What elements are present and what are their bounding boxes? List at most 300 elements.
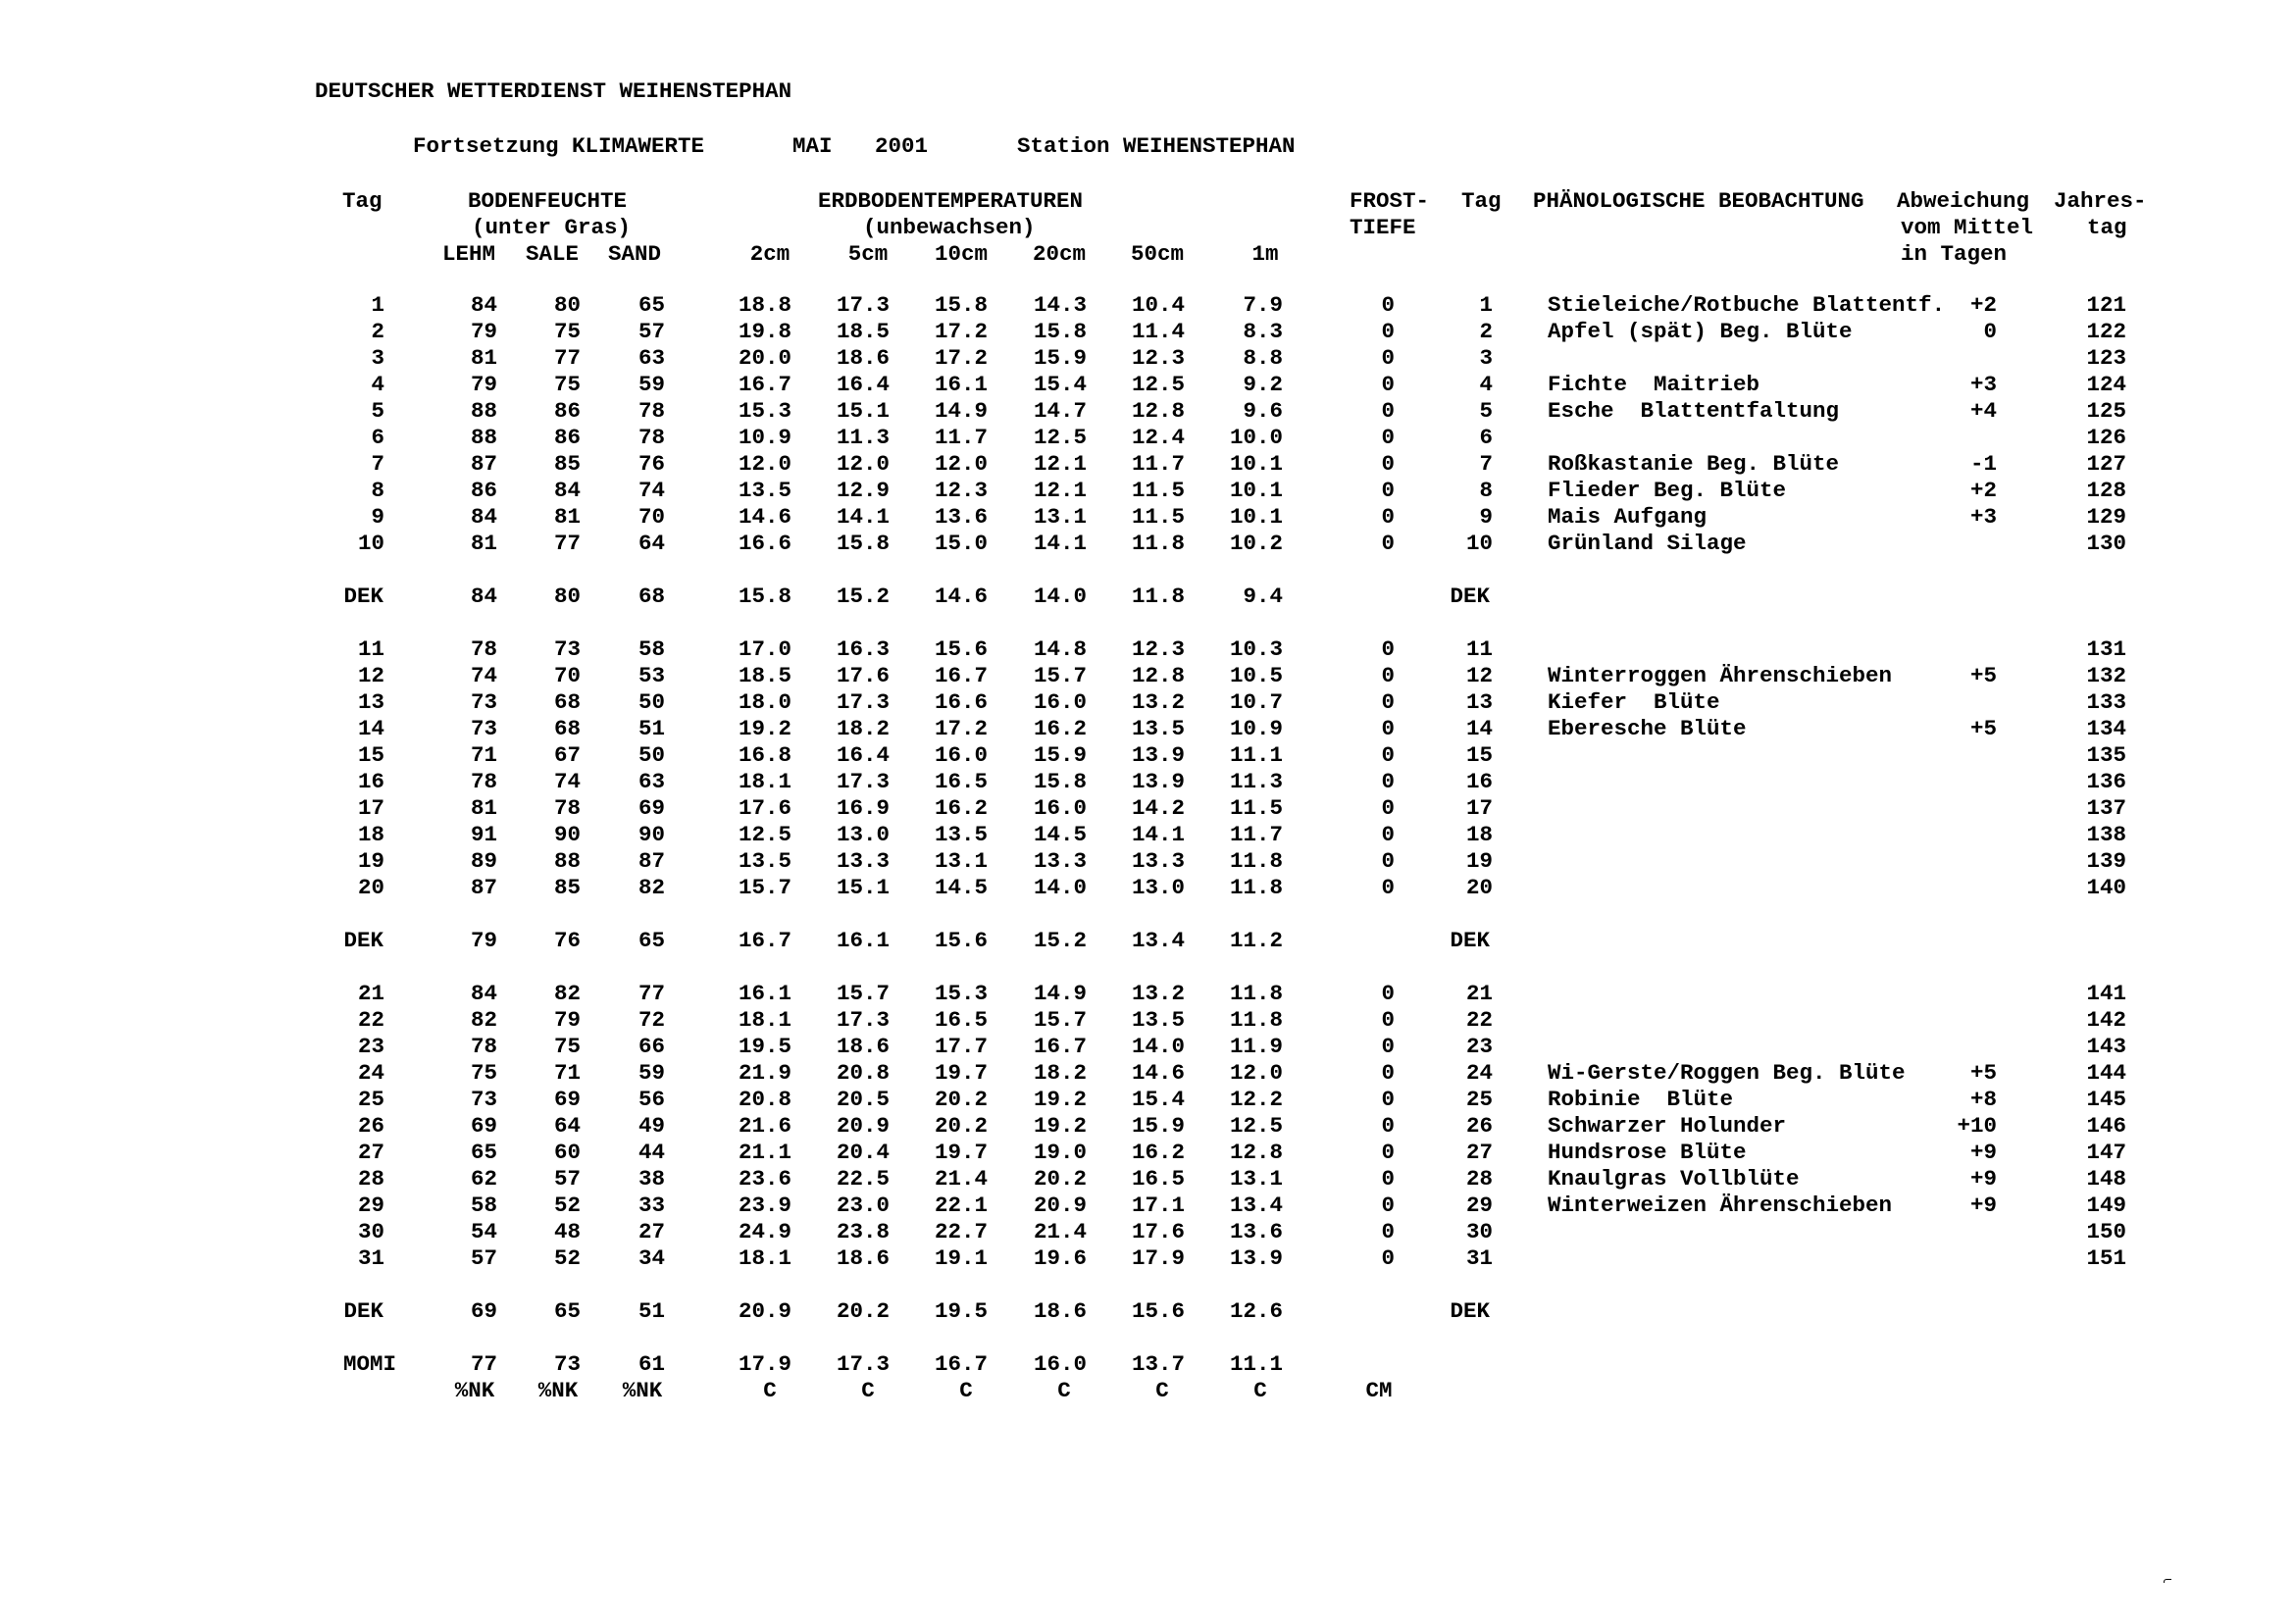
cell-frost: 0 [1381,1245,1395,1271]
cell-t1m: 11.3 [1229,769,1283,794]
cell-day-of-year: 134 [2086,716,2126,741]
cell-day: 20 [357,875,384,900]
summary-t1m: 12.6 [1229,1298,1283,1324]
cell-sale: 52 [553,1245,581,1271]
header-unter-gras: (unter Gras) [472,215,632,240]
cell-t2: 20.8 [738,1087,791,1112]
cell-t1m: 10.9 [1229,716,1283,741]
cell-lehm: 79 [470,372,497,397]
cell-t5: 11.3 [836,425,890,450]
cell-day: 9 [371,504,384,530]
cell-frost: 0 [1381,345,1395,371]
cell-t10: 19.1 [934,1245,988,1271]
cell-day-of-year: 136 [2086,769,2126,794]
unit-sale: %NK [537,1378,579,1403]
summary-sand: 68 [637,584,665,609]
cell-frost: 0 [1381,795,1395,821]
cell-tag: 24 [1465,1060,1493,1086]
cell-day-of-year: 151 [2086,1245,2126,1271]
cell-t20: 14.9 [1033,981,1087,1006]
cell-t50: 17.1 [1131,1193,1185,1218]
cell-tag: 12 [1465,663,1493,688]
cell-day-of-year: 139 [2086,848,2126,874]
cell-sale: 75 [553,372,581,397]
cell-deviation: +9 [1969,1166,1997,1192]
cell-t20: 19.0 [1033,1140,1087,1165]
summary-t50: 13.4 [1131,928,1185,953]
cell-t1m: 11.8 [1229,1007,1283,1033]
cell-sand: 64 [637,531,665,556]
cell-day: 23 [357,1034,384,1059]
summary-lehm: 69 [470,1298,497,1324]
cell-tag: 23 [1465,1034,1493,1059]
cell-frost: 0 [1381,504,1395,530]
cell-frost: 0 [1381,848,1395,874]
cell-lehm: 78 [470,636,497,662]
cell-t10: 16.5 [934,1007,988,1033]
cell-t20: 16.2 [1033,716,1087,741]
cell-t1m: 11.8 [1229,875,1283,900]
cell-frost: 0 [1381,531,1395,556]
cell-t1m: 10.1 [1229,504,1283,530]
cell-observation: Roßkastanie Beg. Blüte [1548,451,1840,477]
header-erdbodentemperaturen: ERDBODENTEMPERATUREN [818,188,1084,214]
unit-lehm: %NK [454,1378,495,1403]
cell-observation: Winterweizen Ährenschieben [1548,1193,1893,1218]
cell-t5: 13.0 [836,822,890,847]
summary-sand: 65 [637,928,665,953]
cell-lehm: 75 [470,1060,497,1086]
cell-t5: 17.3 [836,292,890,318]
unit-t1m: C [1253,1378,1267,1403]
cell-sand: 78 [637,425,665,450]
cell-t10: 16.0 [934,742,988,768]
cell-sale: 68 [553,689,581,715]
cell-t50: 13.5 [1131,1007,1185,1033]
cell-tag: 17 [1465,795,1493,821]
cell-t1m: 11.9 [1229,1034,1283,1059]
cell-t1m: 10.2 [1229,531,1283,556]
cell-sale: 64 [553,1113,581,1139]
cell-t50: 14.1 [1131,822,1185,847]
cell-t2: 19.8 [738,319,791,344]
cell-t20: 15.9 [1033,742,1087,768]
cell-day: 4 [371,372,384,397]
cell-t1m: 13.6 [1229,1219,1283,1244]
cell-day: 25 [357,1087,384,1112]
cell-t20: 20.9 [1033,1193,1087,1218]
cell-t5: 15.7 [836,981,890,1006]
cell-day: 2 [371,319,384,344]
header-frost: FROST- [1350,188,1430,214]
cell-sand: 65 [637,292,665,318]
cell-frost: 0 [1381,822,1395,847]
cell-lehm: 78 [470,1034,497,1059]
unit-t20: C [1057,1378,1071,1403]
cell-lehm: 82 [470,1007,497,1033]
cell-t2: 13.5 [738,848,791,874]
cell-t10: 15.8 [934,292,988,318]
cell-t5: 16.9 [836,795,890,821]
cell-t20: 16.0 [1033,689,1087,715]
cell-sand: 70 [637,504,665,530]
cell-observation: Fichte Maitrieb [1548,372,1760,397]
cell-t20: 20.2 [1033,1166,1087,1192]
cell-day: 10 [357,531,384,556]
cell-sand: 63 [637,769,665,794]
cell-t50: 10.4 [1131,292,1185,318]
cell-observation: Kiefer Blüte [1548,689,1720,715]
cell-t2: 24.9 [738,1219,791,1244]
cell-t2: 19.2 [738,716,791,741]
cell-t1m: 13.9 [1229,1245,1283,1271]
cell-lehm: 81 [470,795,497,821]
cell-t10: 16.7 [934,663,988,688]
cell-day: 7 [371,451,384,477]
cell-t50: 13.3 [1131,848,1185,874]
cell-t5: 15.1 [836,398,890,424]
cell-t10: 13.5 [934,822,988,847]
cell-sand: 78 [637,398,665,424]
cell-day-of-year: 145 [2086,1087,2126,1112]
cell-lehm: 89 [470,848,497,874]
cell-t10: 15.0 [934,531,988,556]
cell-t10: 13.1 [934,848,988,874]
cell-t50: 11.4 [1131,319,1185,344]
cell-t1m: 13.4 [1229,1193,1283,1218]
cell-sale: 85 [553,451,581,477]
cell-t2: 16.6 [738,531,791,556]
cell-t50: 15.4 [1131,1087,1185,1112]
cell-tag: 4 [1479,372,1493,397]
cell-sand: 27 [637,1219,665,1244]
cell-t20: 16.0 [1033,795,1087,821]
cell-t5: 12.0 [836,451,890,477]
cell-lehm: 78 [470,769,497,794]
cell-sale: 73 [553,636,581,662]
cell-observation: Mais Aufgang [1548,504,1708,530]
cell-t5: 20.9 [836,1113,890,1139]
cell-day-of-year: 125 [2086,398,2126,424]
cell-day-of-year: 133 [2086,689,2126,715]
cell-lehm: 88 [470,398,497,424]
cell-sand: 50 [637,689,665,715]
cell-sale: 82 [553,981,581,1006]
report-month: MAI [792,133,833,159]
cell-sand: 87 [637,848,665,874]
cell-day-of-year: 138 [2086,822,2126,847]
header-phaenologische-beobachtung: PHÄNOLOGISCHE BEOBACHTUNG [1533,188,1864,214]
cell-t10: 15.6 [934,636,988,662]
cell-t5: 23.8 [836,1219,890,1244]
cell-deviation: +8 [1969,1087,1997,1112]
summary-label: DEK [343,584,383,609]
cell-t10: 19.7 [934,1060,988,1086]
cell-t1m: 12.2 [1229,1087,1283,1112]
summary-t5: 16.1 [836,928,890,953]
unit-t10: C [959,1378,973,1403]
cell-t1m: 12.8 [1229,1140,1283,1165]
cell-sale: 86 [553,425,581,450]
cell-t50: 16.2 [1131,1140,1185,1165]
summary-sand: 51 [637,1298,665,1324]
cell-t10: 14.5 [934,875,988,900]
cell-sale: 75 [553,319,581,344]
cell-t10: 16.1 [934,372,988,397]
cell-t2: 16.8 [738,742,791,768]
cell-frost: 0 [1381,875,1395,900]
cell-t10: 20.2 [934,1087,988,1112]
cell-sand: 74 [637,478,665,503]
cell-observation: Eberesche Blüte [1548,716,1747,741]
cell-day: 11 [357,636,384,662]
cell-frost: 0 [1381,1087,1395,1112]
cell-lehm: 73 [470,1087,497,1112]
cell-day: 5 [371,398,384,424]
cell-sale: 90 [553,822,581,847]
cell-lehm: 62 [470,1166,497,1192]
summary-t20: 14.0 [1033,584,1087,609]
col-header-lehm: LEHM [441,241,495,267]
cell-t50: 17.9 [1131,1245,1185,1271]
cell-t20: 16.7 [1033,1034,1087,1059]
cell-t10: 15.3 [934,981,988,1006]
cell-tag: 28 [1465,1166,1493,1192]
cell-frost: 0 [1381,1034,1395,1059]
cell-tag: 18 [1465,822,1493,847]
cell-t50: 12.5 [1131,372,1185,397]
cell-tag: 20 [1465,875,1493,900]
summary-label: DEK [343,928,383,953]
cell-tag: 21 [1465,981,1493,1006]
momi-t50: 13.7 [1131,1351,1185,1377]
momi-lehm: 77 [470,1351,497,1377]
cell-lehm: 73 [470,689,497,715]
cell-observation: Flieder Beg. Blüte [1548,478,1787,503]
cell-t1m: 9.6 [1243,398,1283,424]
cell-day: 18 [357,822,384,847]
cell-lehm: 57 [470,1245,497,1271]
cell-observation: Schwarzer Holunder [1548,1113,1787,1139]
cell-tag: 9 [1479,504,1493,530]
momi-t20: 16.0 [1033,1351,1087,1377]
header-tag: Tag [342,188,382,214]
cell-t20: 14.0 [1033,875,1087,900]
cell-lehm: 86 [470,478,497,503]
cell-tag: 5 [1479,398,1493,424]
cell-t1m: 10.3 [1229,636,1283,662]
cell-day: 1 [371,292,384,318]
cell-t1m: 10.1 [1229,478,1283,503]
cell-observation: Apfel (spät) Beg. Blüte [1548,319,1853,344]
report-subtitle: Fortsetzung KLIMAWERTE [413,133,705,159]
cell-day-of-year: 127 [2086,451,2126,477]
cell-t20: 15.7 [1033,1007,1087,1033]
cell-t5: 18.6 [836,1034,890,1059]
header-jahrestag: Jahres- [2054,188,2147,214]
cell-sand: 59 [637,372,665,397]
cell-sand: 76 [637,451,665,477]
cell-t50: 13.2 [1131,981,1185,1006]
cell-day-of-year: 143 [2086,1034,2126,1059]
cell-t2: 18.1 [738,769,791,794]
cell-day: 21 [357,981,384,1006]
cell-lehm: 87 [470,451,497,477]
cell-tag: 29 [1465,1193,1493,1218]
cell-t50: 12.3 [1131,636,1185,662]
unit-sand: %NK [622,1378,663,1403]
cell-day-of-year: 131 [2086,636,2126,662]
unit-t2: C [763,1378,777,1403]
cell-t20: 12.5 [1033,425,1087,450]
cell-frost: 0 [1381,1219,1395,1244]
cell-t2: 18.5 [738,663,791,688]
cell-t20: 14.7 [1033,398,1087,424]
col-header-2cm: 2cm [749,241,790,267]
cell-t10: 12.3 [934,478,988,503]
cell-t10: 16.5 [934,769,988,794]
cell-observation: Winterroggen Ährenschieben [1548,663,1893,688]
col-header-10cm: 10cm [934,241,988,267]
cell-t2: 17.6 [738,795,791,821]
cell-day: 12 [357,663,384,688]
header-tag-2: Tag [1461,188,1502,214]
cell-deviation: -1 [1969,451,1997,477]
page-corner-mark [2164,1579,2171,1583]
cell-lehm: 81 [470,531,497,556]
cell-sand: 34 [637,1245,665,1271]
cell-day: 13 [357,689,384,715]
cell-lehm: 88 [470,425,497,450]
cell-t2: 19.5 [738,1034,791,1059]
cell-t1m: 7.9 [1243,292,1283,318]
cell-frost: 0 [1381,1166,1395,1192]
cell-day: 30 [357,1219,384,1244]
cell-t5: 18.6 [836,345,890,371]
summary-t20: 18.6 [1033,1298,1087,1324]
header-unbewachsen: (unbewachsen) [863,215,1036,240]
summary-tag-label: DEK [1450,1298,1490,1324]
cell-deviation: 0 [1983,319,1997,344]
summary-t10: 14.6 [934,584,988,609]
cell-t10: 17.2 [934,345,988,371]
cell-t20: 15.4 [1033,372,1087,397]
cell-tag: 31 [1465,1245,1493,1271]
cell-t20: 14.1 [1033,531,1087,556]
cell-deviation: +2 [1969,292,1997,318]
summary-t1m: 11.2 [1229,928,1283,953]
cell-t5: 15.8 [836,531,890,556]
momi-label: MOMI [342,1351,396,1377]
cell-day-of-year: 149 [2086,1193,2126,1218]
cell-t10: 22.7 [934,1219,988,1244]
cell-t1m: 10.0 [1229,425,1283,450]
cell-t1m: 11.1 [1229,742,1283,768]
cell-lehm: 74 [470,663,497,688]
cell-tag: 15 [1465,742,1493,768]
col-header-sale: SALE [525,241,579,267]
cell-sale: 68 [553,716,581,741]
cell-t10: 17.7 [934,1034,988,1059]
cell-t10: 17.2 [934,319,988,344]
unit-frost: CM [1365,1378,1393,1403]
cell-lehm: 79 [470,319,497,344]
cell-t5: 22.5 [836,1166,890,1192]
cell-sand: 53 [637,663,665,688]
cell-observation: Esche Blattentfaltung [1548,398,1840,424]
cell-t50: 14.6 [1131,1060,1185,1086]
cell-t2: 12.5 [738,822,791,847]
cell-deviation: +5 [1969,716,1997,741]
cell-sand: 58 [637,636,665,662]
cell-tag: 13 [1465,689,1493,715]
cell-sale: 70 [553,663,581,688]
cell-frost: 0 [1381,981,1395,1006]
cell-t50: 13.2 [1131,689,1185,715]
cell-sale: 75 [553,1034,581,1059]
cell-sand: 59 [637,1060,665,1086]
cell-deviation: +3 [1969,372,1997,397]
summary-sale: 65 [553,1298,581,1324]
cell-t2: 15.7 [738,875,791,900]
momi-t2: 17.9 [738,1351,791,1377]
cell-t50: 14.2 [1131,795,1185,821]
cell-frost: 0 [1381,1193,1395,1218]
cell-t5: 20.4 [836,1140,890,1165]
cell-day-of-year: 141 [2086,981,2126,1006]
header-jahrestag-2: tag [2087,215,2127,240]
cell-lehm: 84 [470,981,497,1006]
cell-t10: 20.2 [934,1113,988,1139]
cell-frost: 0 [1381,769,1395,794]
cell-t10: 16.6 [934,689,988,715]
cell-day-of-year: 129 [2086,504,2126,530]
header-in-tagen: in Tagen [1901,241,2008,267]
cell-t2: 13.5 [738,478,791,503]
cell-t20: 19.6 [1033,1245,1087,1271]
cell-day: 14 [357,716,384,741]
summary-t2: 16.7 [738,928,791,953]
cell-t2: 17.0 [738,636,791,662]
cell-t10: 16.2 [934,795,988,821]
cell-t5: 17.3 [836,1007,890,1033]
cell-day-of-year: 132 [2086,663,2126,688]
cell-t5: 15.1 [836,875,890,900]
unit-t5: C [861,1378,875,1403]
cell-deviation: +2 [1969,478,1997,503]
cell-sale: 52 [553,1193,581,1218]
cell-sand: 63 [637,345,665,371]
cell-t20: 13.3 [1033,848,1087,874]
report-year: 2001 [875,133,929,159]
cell-deviation: +10 [1957,1113,1997,1139]
summary-t10: 15.6 [934,928,988,953]
cell-tag: 3 [1479,345,1493,371]
cell-sale: 85 [553,875,581,900]
cell-t10: 12.0 [934,451,988,477]
cell-sand: 56 [637,1087,665,1112]
cell-frost: 0 [1381,636,1395,662]
cell-day: 16 [357,769,384,794]
cell-frost: 0 [1381,742,1395,768]
cell-observation: Robinie Blüte [1548,1087,1734,1112]
cell-t10: 14.9 [934,398,988,424]
summary-t50: 11.8 [1131,584,1185,609]
cell-t1m: 10.5 [1229,663,1283,688]
cell-t5: 16.4 [836,372,890,397]
cell-sale: 79 [553,1007,581,1033]
cell-day: 19 [357,848,384,874]
